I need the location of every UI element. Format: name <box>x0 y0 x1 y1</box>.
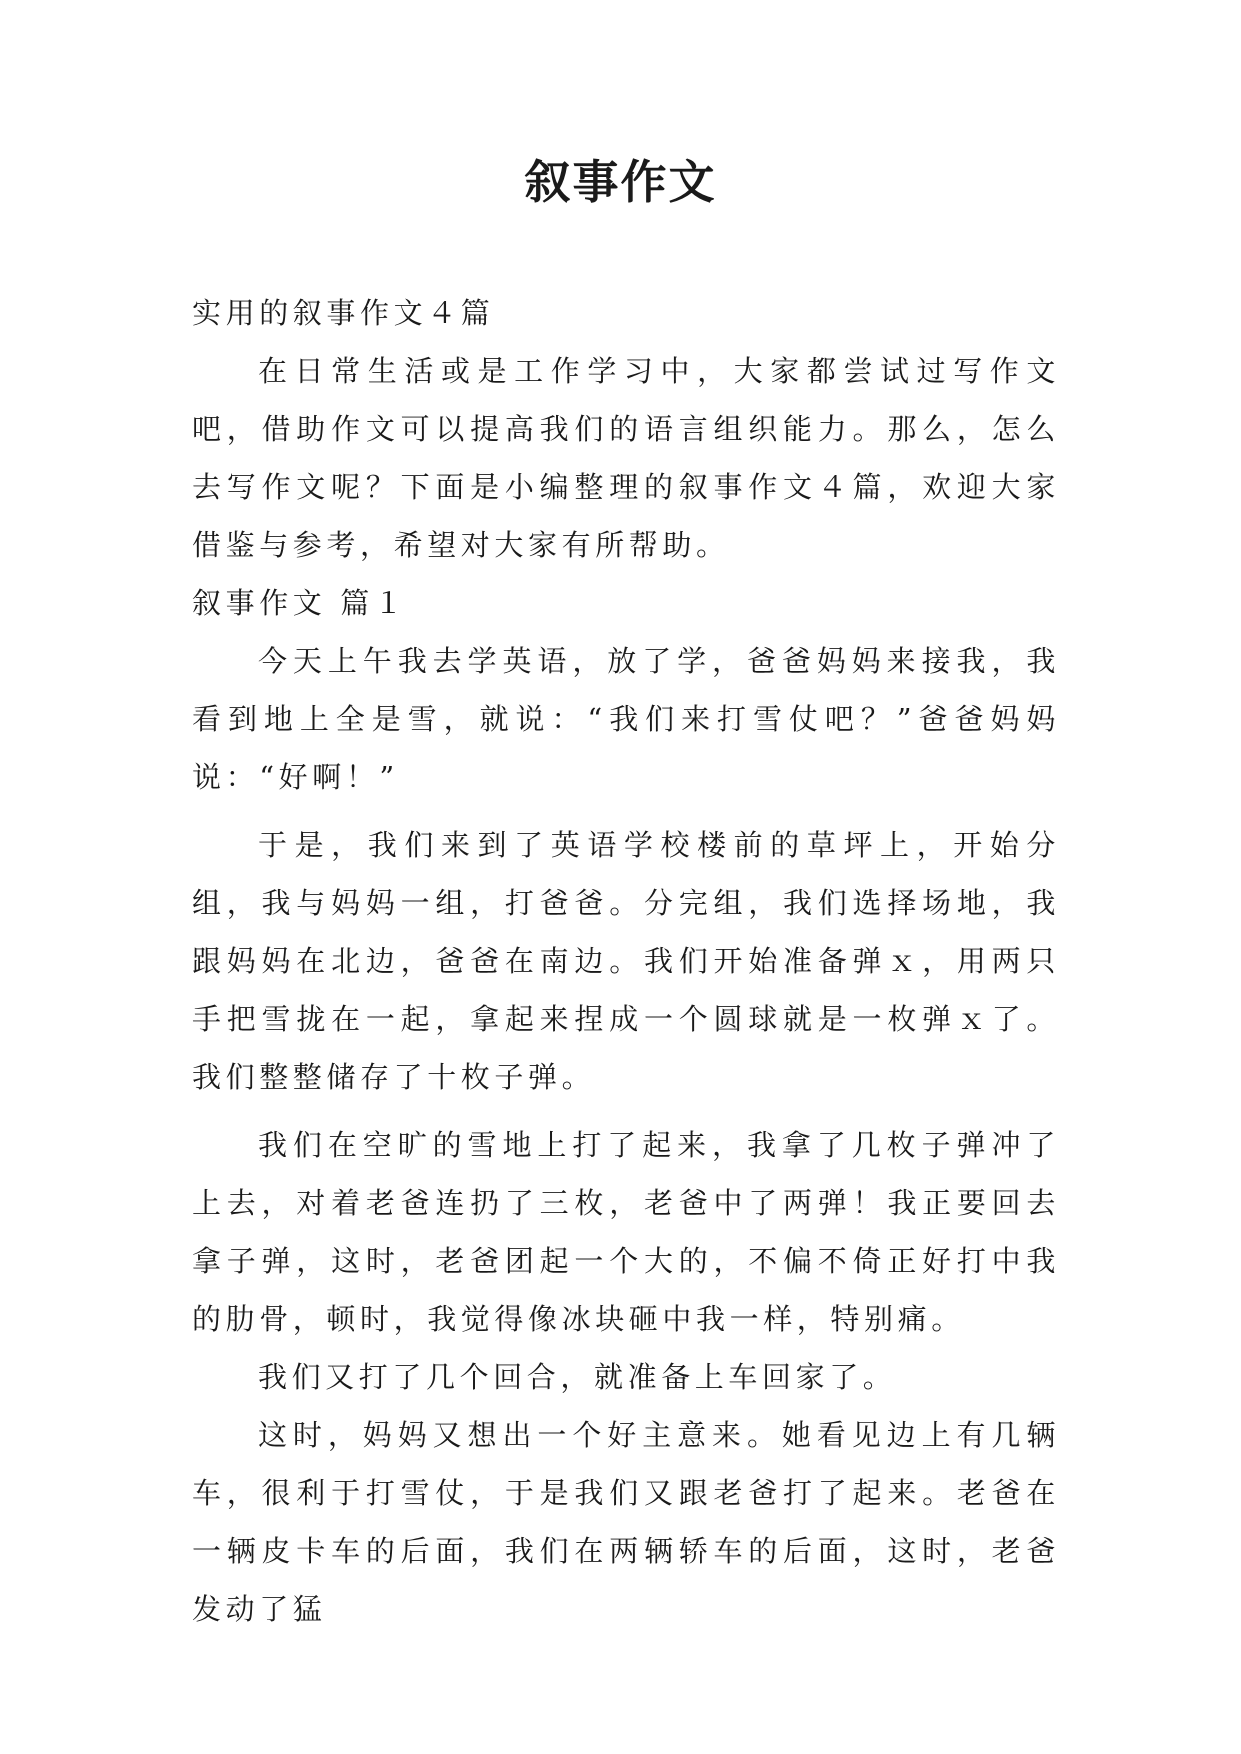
document-subtitle: 实用的叙事作文４篇 <box>192 296 495 330</box>
body-paragraph-4: 我们又打了几个回合，就准备上车回家了。 <box>258 1360 897 1394</box>
body-paragraph-1: 今天上午我去学英语，放了学，爸爸妈妈来接我，我看到地上全是雪，就说：“我们来打雪仗吧？”爸爸妈妈说：“好啊！” <box>192 644 1060 794</box>
body-paragraph-5: 这时，妈妈又想出一个好主意来。她看见边上有几辆车，很利于打雪仗，于是我们又跟老爸打了起来。老爸在一辆皮卡车的后面，我们在两辆轿车的后面，这时，老爸发动了猛 <box>192 1418 1060 1626</box>
document-title: 叙事作文 <box>524 155 717 209</box>
body-paragraph-2: 于是，我们来到了英语学校楼前的草坪上，开始分组，我与妈妈一组，打爸爸。分完组，我们选择场地，我跟妈妈在北边，爸爸在南边。我们开始准备弹ｘ，用两只手把雪拢在一起，拿起来捏成一个圆球就是一枚弹ｘ了。我们整整储存了十枚子弹。 <box>192 828 1060 1094</box>
document-body <box>192 284 1060 1638</box>
section-heading: 叙事作文 篇１ <box>192 586 408 620</box>
intro-paragraph: 在日常生活或是工作学习中，大家都尝试过写作文吧，借助作文可以提高我们的语言组织能力。那么，怎么去写作文呢？下面是小编整理的叙事作文４篇，欢迎大家借鉴与参考，希望对大家有所帮助。 <box>192 354 1060 562</box>
body-paragraph-3: 我们在空旷的雪地上打了起来，我拿了几枚子弹冲了上去，对着老爸连扔了三枚，老爸中了两弹！我正要回去拿子弹，这时，老爸团起一个大的，不偏不倚正好打中我的肋骨，顿时，我觉得像冰块砸中我一样，特别痛。 <box>192 1128 1060 1336</box>
